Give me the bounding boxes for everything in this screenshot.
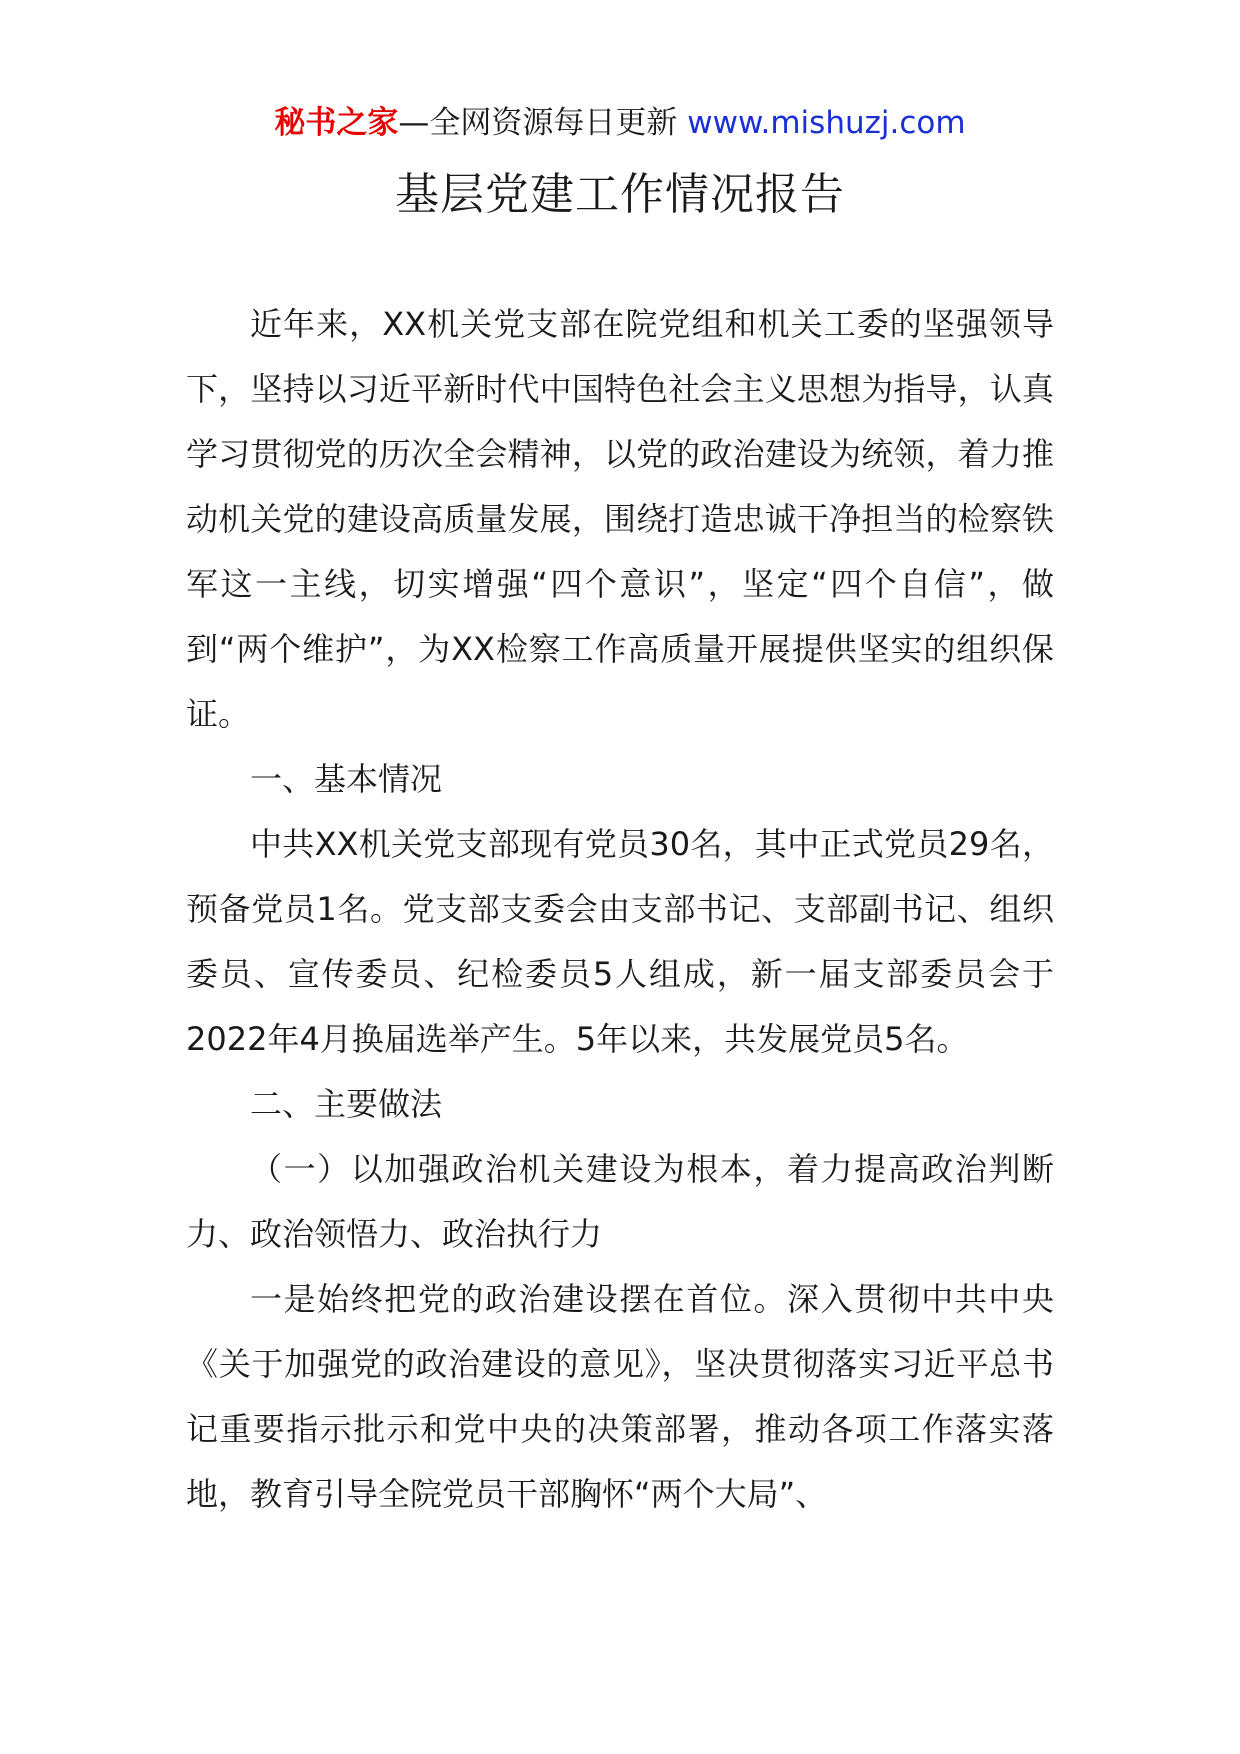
subsection-heading-1: （一）以加强政治机关建设为根本，着力提高政治判断力、政治领悟力、政治执行力 bbox=[186, 1150, 1054, 1253]
basic-info-paragraph: 中共XX机关党支部现有党员30名，其中正式党员29名，预备党员1名。党支部支委会由支部书记、支部副书记、组织委员、宣传委员、纪检委员5人组成，新一届支部委员会于2022年4月换届选举产生。5年以来，共发展党员5名。 bbox=[186, 825, 1054, 1058]
document-body bbox=[186, 292, 1054, 1527]
site-brand: 秘书之家 bbox=[274, 105, 399, 141]
document-title: 基层党建工作情况报告 bbox=[395, 169, 845, 220]
site-slogan: —全网资源每日更新 bbox=[398, 105, 688, 141]
intro-paragraph: 近年来，XX机关党支部在院党组和机关工委的坚强领导下，坚持以习近平新时代中国特色社会主义思想为指导，认真学习贯彻党的历次全会精神，以党的政治建设为统领，着力推动机关党的建设高质量发展，围绕打造忠诚干净担当的检察铁军这一主线，切实增强“四个意识”，坚定“四个自信”，做到“两个维护”，为XX检察工作高质量开展提供坚实的组织保证。 bbox=[186, 305, 1054, 733]
section-heading-basic: 一、基本情况 bbox=[250, 760, 443, 798]
section-heading-methods: 二、主要做法 bbox=[250, 1085, 443, 1123]
methods-paragraph-1: 一是始终把党的政治建设摆在首位。深入贯彻中共中央《关于加强党的政治建设的意见》，坚决贯彻落实习近平总书记重要指示批示和党中央的决策部署，推动各项工作落实落地，教育引导全院党员干部胸怀“两个大局”、 bbox=[186, 1280, 1054, 1513]
site-header bbox=[0, 100, 1240, 146]
site-url-link[interactable]: www.mishuzj.com bbox=[687, 105, 966, 141]
